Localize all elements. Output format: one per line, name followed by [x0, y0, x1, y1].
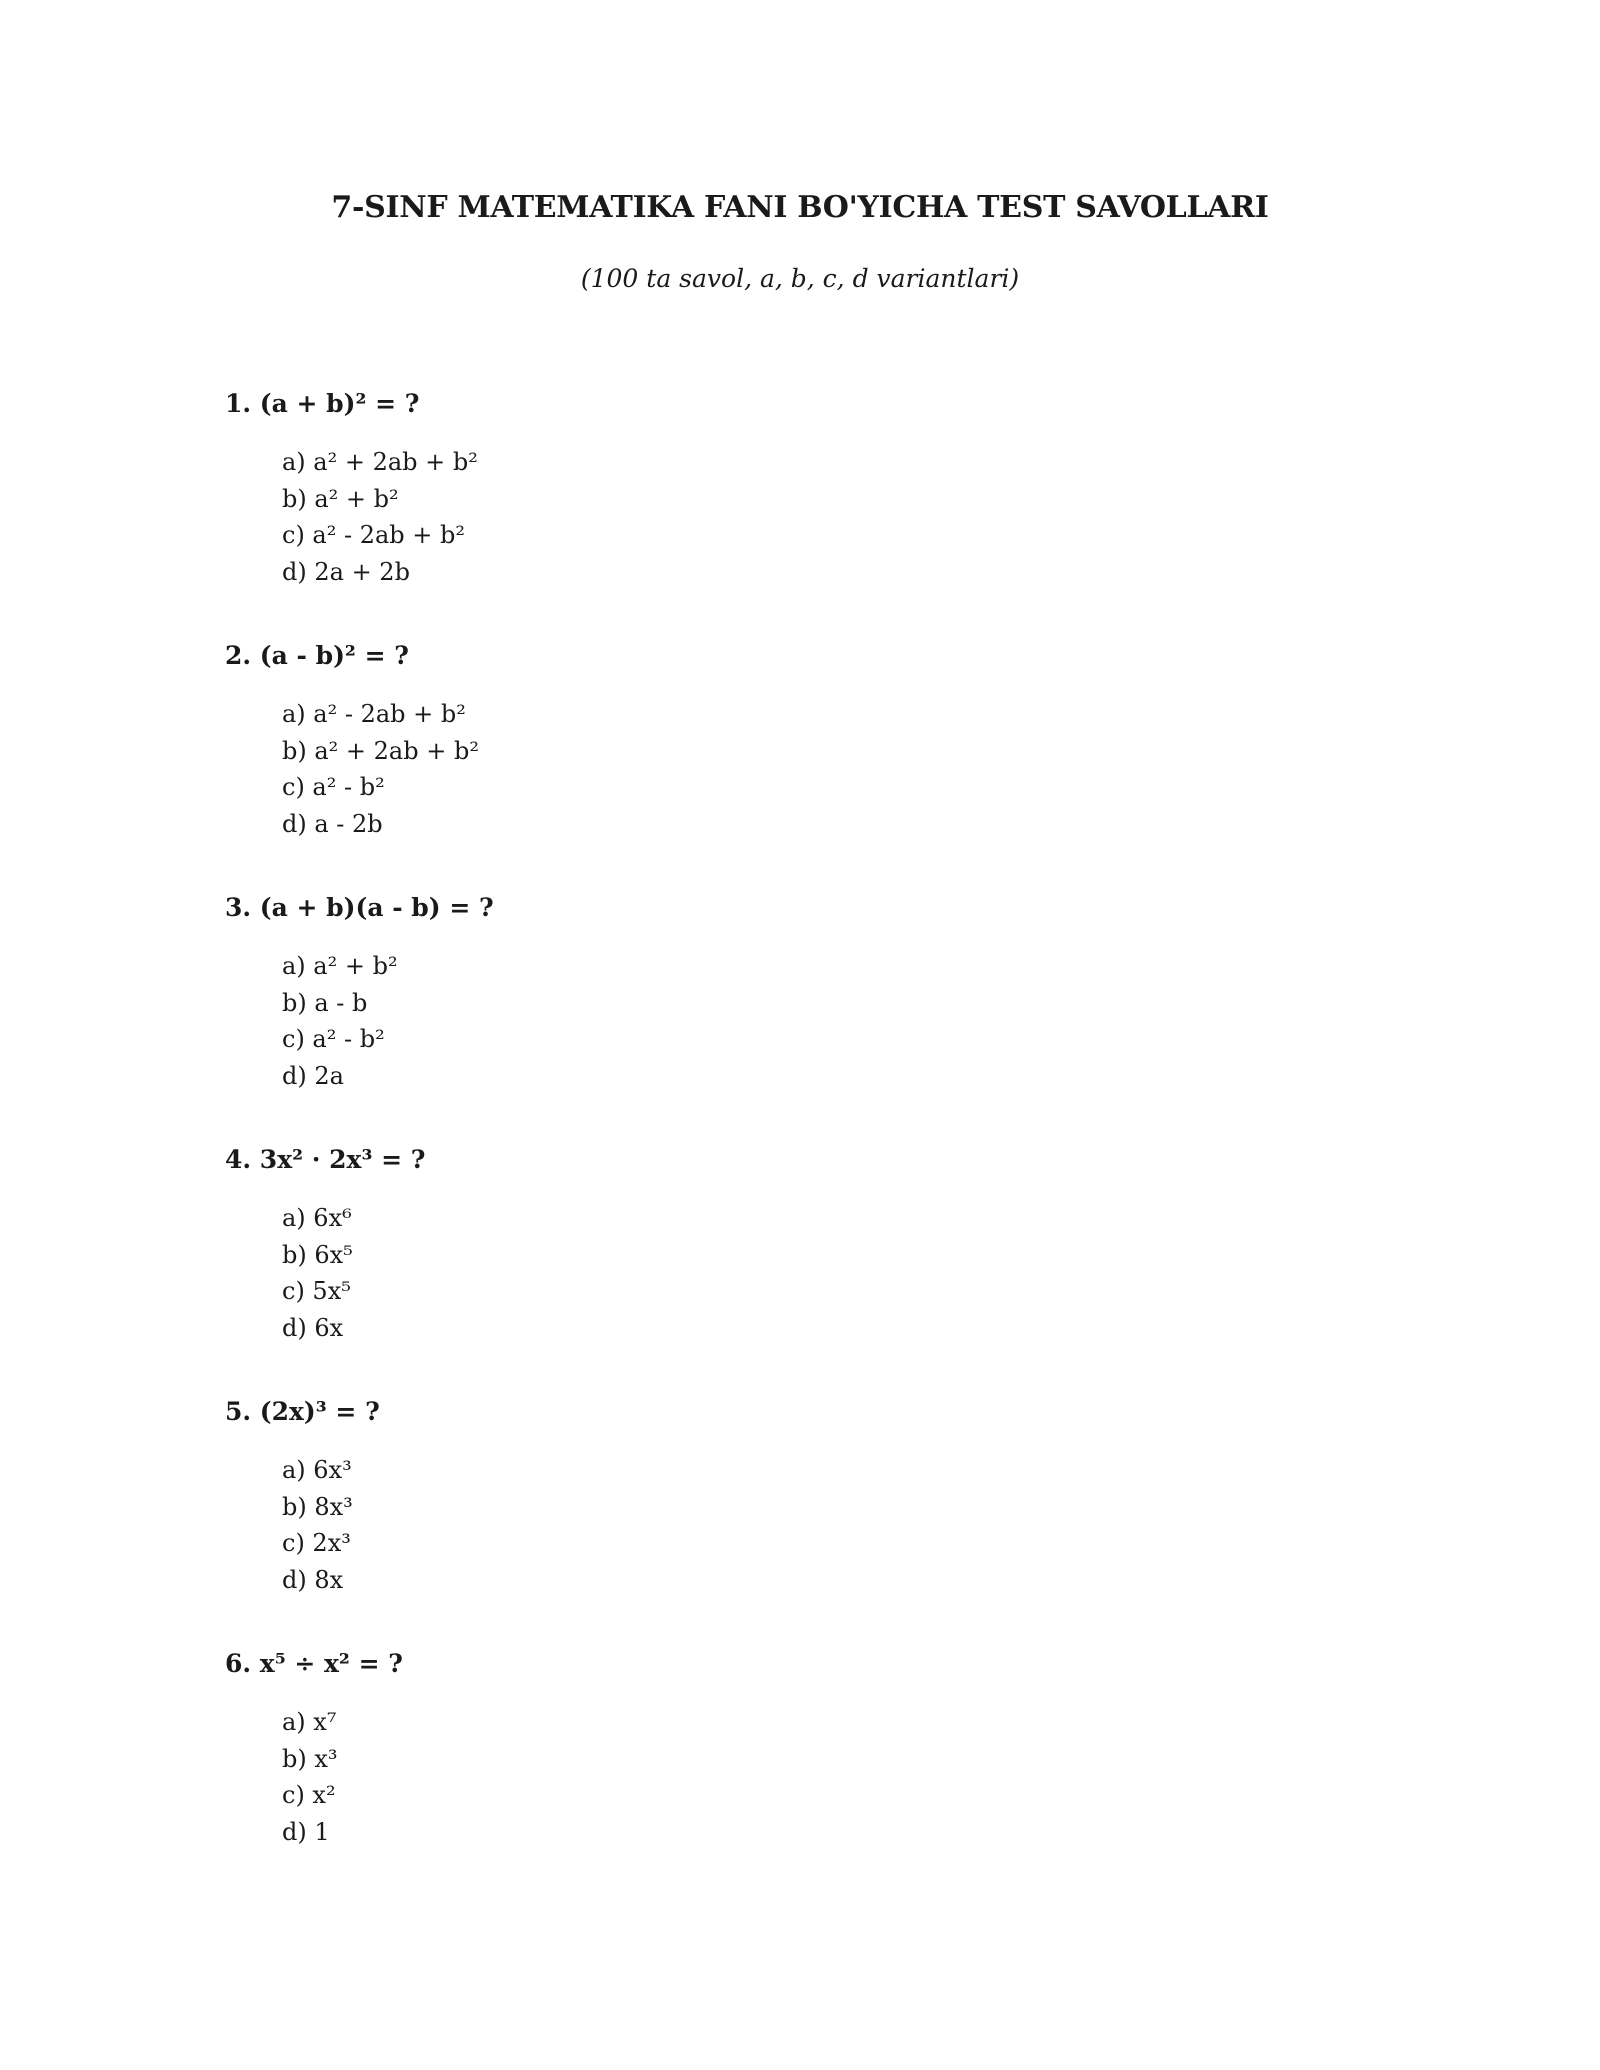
option-d: d) 1 [282, 1817, 330, 1846]
option-b: b) 6x⁵ [282, 1240, 353, 1269]
option-d: d) 8x [282, 1565, 344, 1594]
question-text: 2. (a - b)² = ? [225, 641, 409, 670]
option-c: c) 2x³ [282, 1529, 351, 1557]
option-a: a) 6x³ [282, 1456, 352, 1484]
option-d: d) 6x [282, 1313, 344, 1342]
answer-options [282, 948, 1125, 1094]
option-c: c) x² [282, 1781, 336, 1809]
option-c: c) 5x⁵ [282, 1277, 351, 1305]
question-3 [225, 890, 1125, 1094]
option-c: c) a² - 2ab + b² [282, 521, 466, 549]
option-b: b) a² + 2ab + b² [282, 736, 479, 765]
question-text: 5. (2x)³ = ? [225, 1397, 380, 1426]
answer-options [282, 1452, 1125, 1598]
answer-options [282, 696, 1125, 842]
answer-options [282, 444, 1125, 590]
option-b: b) a - b [282, 988, 368, 1017]
question-2 [225, 638, 1125, 842]
question-text: 4. 3x² · 2x³ = ? [225, 1145, 426, 1174]
question-1 [225, 386, 1125, 590]
question-text: 6. x⁵ ÷ x² = ? [225, 1649, 403, 1678]
question-text: 1. (a + b)² = ? [225, 389, 420, 418]
question-5 [225, 1394, 1125, 1598]
answer-options [282, 1704, 1125, 1850]
option-a: a) a² - 2ab + b² [282, 700, 466, 728]
option-a: a) x⁷ [282, 1708, 337, 1736]
option-d: d) a - 2b [282, 809, 383, 838]
option-c: c) a² - b² [282, 1025, 385, 1053]
option-b: b) 8x³ [282, 1492, 353, 1521]
page-title: 7-SINF MATEMATIKA FANI BO'YICHA TEST SAVOLLARI [331, 190, 1269, 225]
question-text: 3. (a + b)(a - b) = ? [225, 893, 494, 922]
answer-options [282, 1200, 1125, 1346]
question-6 [225, 1646, 1125, 1850]
option-b: b) x³ [282, 1744, 338, 1773]
option-d: d) 2a [282, 1061, 344, 1090]
option-a: a) a² + b² [282, 952, 398, 980]
option-a: a) a² + 2ab + b² [282, 448, 478, 476]
page-subtitle: (100 ta savol, a, b, c, d variantlari) [580, 264, 1020, 293]
option-a: a) 6x⁶ [282, 1204, 352, 1232]
option-b: b) a² + b² [282, 484, 399, 513]
option-d: d) 2a + 2b [282, 557, 410, 586]
question-4 [225, 1142, 1125, 1346]
option-c: c) a² - b² [282, 773, 385, 801]
